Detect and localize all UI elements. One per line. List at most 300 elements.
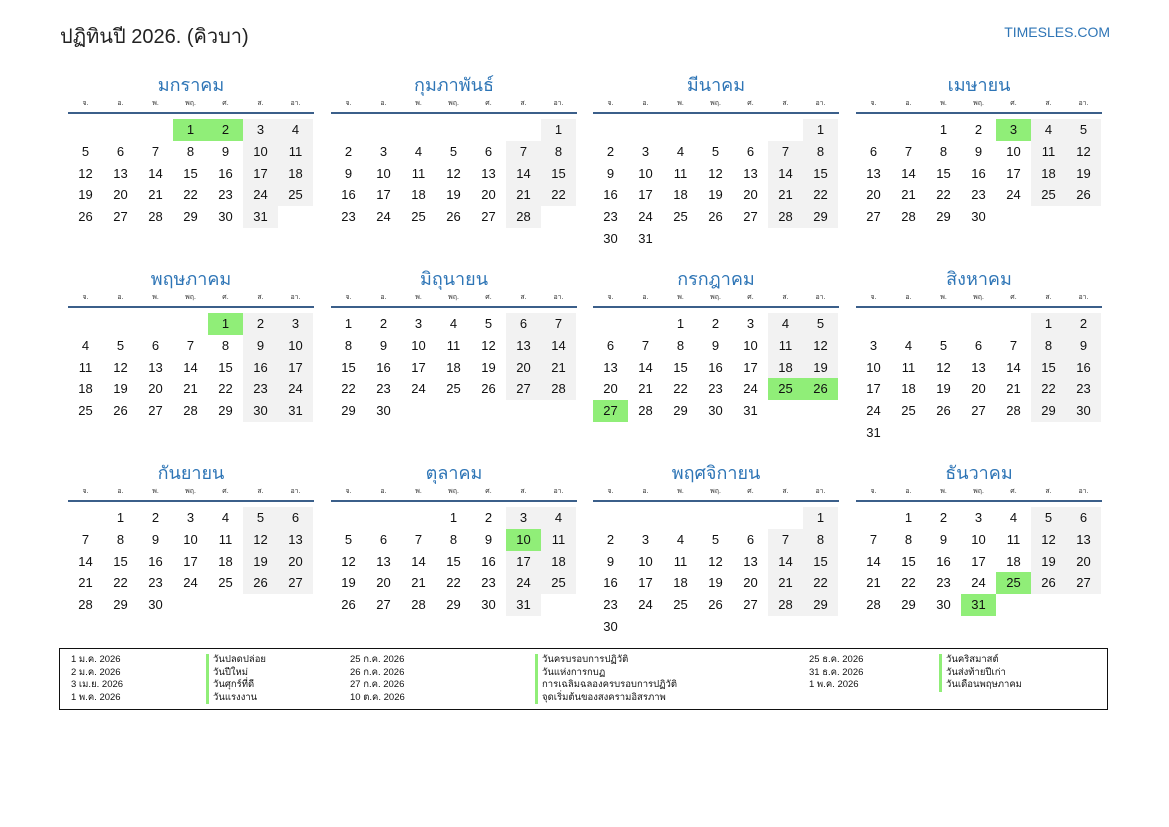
day-cell[interactable]: 3 bbox=[379, 143, 388, 159]
day-cell[interactable]: 15 bbox=[901, 553, 916, 569]
day-cell[interactable]: 10 bbox=[243, 141, 278, 163]
day-cell[interactable]: 12 bbox=[341, 553, 356, 569]
day-cell[interactable]: 15 bbox=[936, 165, 951, 181]
day-cell[interactable]: 14 bbox=[148, 165, 163, 181]
day-cell[interactable]: 26 bbox=[1066, 184, 1101, 206]
day-cell[interactable]: 11 bbox=[673, 553, 688, 569]
day-cell[interactable]: 3 bbox=[186, 510, 195, 525]
day-cell[interactable]: 28 bbox=[78, 597, 93, 613]
day-cell[interactable]: 2 bbox=[606, 143, 615, 159]
day-cell[interactable]: 5 bbox=[939, 337, 948, 353]
day-cell[interactable]: 15 bbox=[1031, 357, 1066, 379]
day-cell[interactable]: 9 bbox=[939, 531, 948, 547]
day-cell[interactable]: 14 bbox=[638, 359, 653, 375]
day-cell[interactable]: 25 bbox=[446, 381, 461, 397]
day-cell[interactable]: 21 bbox=[411, 575, 426, 591]
day-cell[interactable]: 9 bbox=[606, 165, 615, 181]
day-cell[interactable]: 10 bbox=[411, 337, 426, 353]
day-cell[interactable]: 28 bbox=[148, 209, 163, 225]
day-cell[interactable]: 18 bbox=[411, 187, 426, 203]
day-cell[interactable]: 25 bbox=[673, 597, 688, 613]
day-cell[interactable]: 28 bbox=[768, 594, 803, 616]
day-cell[interactable]: 12 bbox=[803, 335, 838, 357]
day-cell[interactable]: 22 bbox=[113, 575, 128, 591]
day-cell[interactable]: 31 bbox=[638, 230, 653, 246]
day-cell[interactable]: 26 bbox=[341, 597, 356, 613]
day-cell[interactable]: 7 bbox=[541, 313, 576, 335]
day-cell[interactable]: 24 bbox=[243, 184, 278, 206]
day-cell[interactable]: 16 bbox=[708, 359, 723, 375]
day-cell[interactable]: 9 bbox=[221, 143, 230, 159]
day-cell[interactable]: 30 bbox=[1066, 400, 1101, 422]
day-cell[interactable]: 13 bbox=[278, 529, 313, 551]
day-cell[interactable]: 5 bbox=[711, 143, 720, 159]
day-cell[interactable]: 5 bbox=[1066, 119, 1101, 141]
day-cell[interactable]: 9 bbox=[344, 165, 353, 181]
day-cell[interactable]: 16 bbox=[341, 187, 356, 203]
holiday-day-cell[interactable]: 25 bbox=[768, 378, 803, 400]
day-cell[interactable]: 1 bbox=[803, 507, 838, 529]
day-cell[interactable]: 19 bbox=[446, 187, 461, 203]
day-cell[interactable]: 29 bbox=[113, 597, 128, 613]
day-cell[interactable]: 30 bbox=[603, 230, 618, 246]
day-cell[interactable]: 22 bbox=[1031, 378, 1066, 400]
day-cell[interactable]: 4 bbox=[676, 531, 685, 547]
day-cell[interactable]: 7 bbox=[768, 141, 803, 163]
day-cell[interactable]: 11 bbox=[673, 165, 688, 181]
day-cell[interactable]: 2 bbox=[606, 531, 615, 547]
day-cell[interactable]: 8 bbox=[186, 143, 195, 159]
day-cell[interactable]: 17 bbox=[278, 357, 313, 379]
day-cell[interactable]: 8 bbox=[803, 529, 838, 551]
holiday-day-cell[interactable]: 26 bbox=[803, 378, 838, 400]
day-cell[interactable]: 13 bbox=[971, 359, 986, 375]
day-cell[interactable]: 12 bbox=[78, 165, 93, 181]
day-cell[interactable]: 15 bbox=[113, 553, 128, 569]
day-cell[interactable]: 9 bbox=[1066, 335, 1101, 357]
day-cell[interactable]: 23 bbox=[376, 381, 391, 397]
day-cell[interactable]: 6 bbox=[484, 143, 493, 159]
holiday-day-cell[interactable]: 1 bbox=[173, 119, 208, 141]
day-cell[interactable]: 2 bbox=[711, 316, 720, 331]
day-cell[interactable]: 28 bbox=[411, 597, 426, 613]
day-cell[interactable]: 20 bbox=[971, 381, 986, 397]
day-cell[interactable]: 26 bbox=[481, 381, 496, 397]
day-cell[interactable]: 8 bbox=[221, 337, 230, 353]
day-cell[interactable]: 6 bbox=[1066, 507, 1101, 529]
day-cell[interactable]: 19 bbox=[341, 575, 356, 591]
day-cell[interactable]: 1 bbox=[344, 316, 353, 331]
day-cell[interactable]: 28 bbox=[638, 403, 653, 419]
day-cell[interactable]: 17 bbox=[638, 575, 653, 591]
day-cell[interactable]: 19 bbox=[113, 381, 128, 397]
day-cell[interactable]: 27 bbox=[1066, 572, 1101, 594]
day-cell[interactable]: 25 bbox=[673, 209, 688, 225]
day-cell[interactable]: 19 bbox=[1066, 163, 1101, 185]
day-cell[interactable]: 14 bbox=[866, 553, 881, 569]
day-cell[interactable]: 18 bbox=[901, 381, 916, 397]
day-cell[interactable]: 25 bbox=[278, 184, 313, 206]
day-cell[interactable]: 3 bbox=[974, 510, 983, 525]
day-cell[interactable]: 5 bbox=[344, 531, 353, 547]
day-cell[interactable]: 21 bbox=[1006, 381, 1021, 397]
day-cell[interactable]: 4 bbox=[676, 143, 685, 159]
day-cell[interactable]: 17 bbox=[506, 551, 541, 573]
day-cell[interactable]: 20 bbox=[113, 187, 128, 203]
day-cell[interactable]: 22 bbox=[803, 572, 838, 594]
day-cell[interactable]: 22 bbox=[936, 187, 951, 203]
day-cell[interactable]: 20 bbox=[866, 187, 881, 203]
day-cell[interactable]: 15 bbox=[183, 165, 198, 181]
day-cell[interactable]: 29 bbox=[901, 597, 916, 613]
day-cell[interactable]: 11 bbox=[411, 165, 426, 181]
day-cell[interactable]: 9 bbox=[243, 335, 278, 357]
day-cell[interactable]: 23 bbox=[971, 187, 986, 203]
day-cell[interactable]: 16 bbox=[936, 553, 951, 569]
day-cell[interactable]: 23 bbox=[936, 575, 951, 591]
holiday-day-cell[interactable]: 10 bbox=[506, 529, 541, 551]
day-cell[interactable]: 5 bbox=[803, 313, 838, 335]
day-cell[interactable]: 11 bbox=[218, 531, 233, 547]
day-cell[interactable]: 21 bbox=[901, 187, 916, 203]
day-cell[interactable]: 8 bbox=[803, 141, 838, 163]
day-cell[interactable]: 21 bbox=[638, 381, 653, 397]
day-cell[interactable]: 14 bbox=[411, 553, 426, 569]
day-cell[interactable]: 31 bbox=[506, 594, 541, 616]
day-cell[interactable]: 25 bbox=[541, 572, 576, 594]
day-cell[interactable]: 11 bbox=[901, 359, 916, 375]
day-cell[interactable]: 30 bbox=[148, 597, 163, 613]
day-cell[interactable]: 13 bbox=[481, 165, 496, 181]
day-cell[interactable]: 22 bbox=[183, 187, 198, 203]
day-cell[interactable]: 12 bbox=[708, 165, 723, 181]
day-cell[interactable]: 8 bbox=[541, 141, 576, 163]
day-cell[interactable]: 7 bbox=[641, 337, 650, 353]
day-cell[interactable]: 12 bbox=[708, 553, 723, 569]
day-cell[interactable]: 26 bbox=[936, 403, 951, 419]
day-cell[interactable]: 12 bbox=[113, 359, 128, 375]
day-cell[interactable]: 27 bbox=[743, 209, 758, 225]
day-cell[interactable]: 6 bbox=[151, 337, 160, 353]
day-cell[interactable]: 3 bbox=[641, 531, 650, 547]
day-cell[interactable]: 13 bbox=[743, 165, 758, 181]
day-cell[interactable]: 13 bbox=[866, 165, 881, 181]
holiday-day-cell[interactable]: 2 bbox=[208, 119, 243, 141]
holiday-day-cell[interactable]: 25 bbox=[996, 572, 1031, 594]
day-cell[interactable]: 15 bbox=[673, 359, 688, 375]
day-cell[interactable]: 11 bbox=[541, 529, 576, 551]
day-cell[interactable]: 12 bbox=[243, 529, 278, 551]
day-cell[interactable]: 11 bbox=[78, 359, 93, 375]
day-cell[interactable]: 19 bbox=[78, 187, 93, 203]
day-cell[interactable]: 5 bbox=[243, 507, 278, 529]
day-cell[interactable]: 4 bbox=[768, 313, 803, 335]
day-cell[interactable]: 6 bbox=[746, 143, 755, 159]
day-cell[interactable]: 4 bbox=[81, 337, 90, 353]
day-cell[interactable]: 5 bbox=[1031, 507, 1066, 529]
holiday-day-cell[interactable]: 1 bbox=[208, 313, 243, 335]
day-cell[interactable]: 4 bbox=[278, 119, 313, 141]
day-cell[interactable]: 18 bbox=[541, 551, 576, 573]
day-cell[interactable]: 3 bbox=[641, 143, 650, 159]
day-cell[interactable]: 2 bbox=[379, 316, 388, 331]
day-cell[interactable]: 30 bbox=[218, 209, 233, 225]
day-cell[interactable]: 9 bbox=[379, 337, 388, 353]
day-cell[interactable]: 24 bbox=[638, 209, 653, 225]
day-cell[interactable]: 12 bbox=[446, 165, 461, 181]
day-cell[interactable]: 15 bbox=[541, 163, 576, 185]
day-cell[interactable]: 20 bbox=[481, 187, 496, 203]
day-cell[interactable]: 17 bbox=[866, 381, 881, 397]
day-cell[interactable]: 12 bbox=[1031, 529, 1066, 551]
day-cell[interactable]: 11 bbox=[446, 337, 461, 353]
day-cell[interactable]: 7 bbox=[768, 529, 803, 551]
day-cell[interactable]: 22 bbox=[218, 381, 233, 397]
day-cell[interactable]: 18 bbox=[218, 553, 233, 569]
day-cell[interactable]: 7 bbox=[81, 531, 90, 547]
day-cell[interactable]: 17 bbox=[411, 359, 426, 375]
day-cell[interactable]: 22 bbox=[446, 575, 461, 591]
day-cell[interactable]: 27 bbox=[743, 597, 758, 613]
day-cell[interactable]: 28 bbox=[768, 206, 803, 228]
day-cell[interactable]: 21 bbox=[768, 184, 803, 206]
day-cell[interactable]: 2 bbox=[484, 510, 493, 525]
day-cell[interactable]: 22 bbox=[673, 381, 688, 397]
day-cell[interactable]: 15 bbox=[341, 359, 356, 375]
day-cell[interactable]: 14 bbox=[1006, 359, 1021, 375]
day-cell[interactable]: 2 bbox=[1066, 313, 1101, 335]
day-cell[interactable]: 23 bbox=[481, 575, 496, 591]
day-cell[interactable]: 19 bbox=[803, 357, 838, 379]
day-cell[interactable]: 10 bbox=[638, 553, 653, 569]
day-cell[interactable]: 23 bbox=[148, 575, 163, 591]
day-cell[interactable]: 26 bbox=[113, 403, 128, 419]
day-cell[interactable]: 15 bbox=[803, 551, 838, 573]
day-cell[interactable]: 25 bbox=[1031, 184, 1066, 206]
day-cell[interactable]: 16 bbox=[481, 553, 496, 569]
day-cell[interactable]: 29 bbox=[1031, 400, 1066, 422]
day-cell[interactable]: 10 bbox=[743, 337, 758, 353]
day-cell[interactable]: 20 bbox=[603, 381, 618, 397]
day-cell[interactable]: 5 bbox=[449, 143, 458, 159]
day-cell[interactable]: 14 bbox=[541, 335, 576, 357]
day-cell[interactable]: 1 bbox=[1031, 313, 1066, 335]
day-cell[interactable]: 17 bbox=[743, 359, 758, 375]
day-cell[interactable]: 6 bbox=[379, 531, 388, 547]
day-cell[interactable]: 30 bbox=[376, 403, 391, 419]
day-cell[interactable]: 6 bbox=[974, 337, 983, 353]
day-cell[interactable]: 18 bbox=[673, 575, 688, 591]
day-cell[interactable]: 3 bbox=[414, 316, 423, 331]
day-cell[interactable]: 29 bbox=[183, 209, 198, 225]
day-cell[interactable]: 30 bbox=[708, 403, 723, 419]
day-cell[interactable]: 12 bbox=[1066, 141, 1101, 163]
day-cell[interactable]: 6 bbox=[869, 143, 878, 159]
day-cell[interactable]: 31 bbox=[243, 206, 278, 228]
day-cell[interactable]: 18 bbox=[1006, 553, 1021, 569]
day-cell[interactable]: 7 bbox=[151, 143, 160, 159]
day-cell[interactable]: 23 bbox=[603, 597, 618, 613]
day-cell[interactable]: 5 bbox=[81, 143, 90, 159]
day-cell[interactable]: 16 bbox=[243, 357, 278, 379]
holiday-day-cell[interactable]: 3 bbox=[996, 119, 1031, 141]
day-cell[interactable]: 10 bbox=[866, 359, 881, 375]
day-cell[interactable]: 16 bbox=[603, 187, 618, 203]
day-cell[interactable]: 14 bbox=[506, 163, 541, 185]
day-cell[interactable]: 17 bbox=[638, 187, 653, 203]
day-cell[interactable]: 25 bbox=[411, 209, 426, 225]
day-cell[interactable]: 28 bbox=[866, 597, 881, 613]
day-cell[interactable]: 29 bbox=[341, 403, 356, 419]
day-cell[interactable]: 23 bbox=[708, 381, 723, 397]
day-cell[interactable]: 20 bbox=[376, 575, 391, 591]
day-cell[interactable]: 13 bbox=[376, 553, 391, 569]
day-cell[interactable]: 14 bbox=[78, 553, 93, 569]
day-cell[interactable]: 21 bbox=[768, 572, 803, 594]
day-cell[interactable]: 30 bbox=[936, 597, 951, 613]
day-cell[interactable]: 19 bbox=[708, 187, 723, 203]
day-cell[interactable]: 30 bbox=[481, 597, 496, 613]
day-cell[interactable]: 23 bbox=[1066, 378, 1101, 400]
day-cell[interactable]: 11 bbox=[278, 141, 313, 163]
day-cell[interactable]: 6 bbox=[116, 143, 125, 159]
day-cell[interactable]: 26 bbox=[446, 209, 461, 225]
day-cell[interactable]: 24 bbox=[743, 381, 758, 397]
day-cell[interactable]: 9 bbox=[711, 337, 720, 353]
day-cell[interactable]: 23 bbox=[341, 209, 356, 225]
day-cell[interactable]: 16 bbox=[1066, 357, 1101, 379]
day-cell[interactable]: 1 bbox=[449, 510, 458, 525]
day-cell[interactable]: 17 bbox=[183, 553, 198, 569]
day-cell[interactable]: 9 bbox=[974, 143, 983, 159]
holiday-day-cell[interactable]: 31 bbox=[961, 594, 996, 616]
day-cell[interactable]: 23 bbox=[243, 378, 278, 400]
day-cell[interactable]: 18 bbox=[278, 163, 313, 185]
day-cell[interactable]: 17 bbox=[376, 187, 391, 203]
day-cell[interactable]: 2 bbox=[939, 510, 948, 525]
day-cell[interactable]: 21 bbox=[183, 381, 198, 397]
day-cell[interactable]: 19 bbox=[708, 575, 723, 591]
day-cell[interactable]: 27 bbox=[148, 403, 163, 419]
day-cell[interactable]: 24 bbox=[278, 378, 313, 400]
day-cell[interactable]: 8 bbox=[116, 531, 125, 547]
day-cell[interactable]: 4 bbox=[541, 507, 576, 529]
day-cell[interactable]: 3 bbox=[746, 316, 755, 331]
day-cell[interactable]: 31 bbox=[866, 424, 881, 440]
day-cell[interactable]: 16 bbox=[148, 553, 163, 569]
day-cell[interactable]: 24 bbox=[506, 572, 541, 594]
day-cell[interactable]: 4 bbox=[449, 316, 458, 331]
day-cell[interactable]: 29 bbox=[803, 594, 838, 616]
day-cell[interactable]: 25 bbox=[218, 575, 233, 591]
day-cell[interactable]: 18 bbox=[673, 187, 688, 203]
day-cell[interactable]: 10 bbox=[1006, 143, 1021, 159]
day-cell[interactable]: 21 bbox=[541, 357, 576, 379]
day-cell[interactable]: 8 bbox=[344, 337, 353, 353]
day-cell[interactable]: 22 bbox=[803, 184, 838, 206]
day-cell[interactable]: 24 bbox=[376, 209, 391, 225]
day-cell[interactable]: 24 bbox=[1006, 187, 1021, 203]
day-cell[interactable]: 19 bbox=[243, 551, 278, 573]
day-cell[interactable]: 12 bbox=[936, 359, 951, 375]
day-cell[interactable]: 4 bbox=[904, 337, 913, 353]
day-cell[interactable]: 17 bbox=[971, 553, 986, 569]
day-cell[interactable]: 19 bbox=[1031, 551, 1066, 573]
day-cell[interactable]: 10 bbox=[638, 165, 653, 181]
day-cell[interactable]: 28 bbox=[506, 206, 541, 228]
day-cell[interactable]: 26 bbox=[78, 209, 93, 225]
day-cell[interactable]: 10 bbox=[183, 531, 198, 547]
day-cell[interactable]: 21 bbox=[148, 187, 163, 203]
day-cell[interactable]: 29 bbox=[936, 209, 951, 225]
day-cell[interactable]: 27 bbox=[376, 597, 391, 613]
day-cell[interactable]: 6 bbox=[506, 313, 541, 335]
day-cell[interactable]: 26 bbox=[708, 209, 723, 225]
day-cell[interactable]: 30 bbox=[971, 209, 986, 225]
day-cell[interactable]: 7 bbox=[869, 531, 878, 547]
day-cell[interactable]: 15 bbox=[803, 163, 838, 185]
day-cell[interactable]: 3 bbox=[243, 119, 278, 141]
day-cell[interactable]: 3 bbox=[506, 507, 541, 529]
day-cell[interactable]: 22 bbox=[341, 381, 356, 397]
day-cell[interactable]: 4 bbox=[1009, 510, 1018, 525]
day-cell[interactable]: 3 bbox=[869, 337, 878, 353]
day-cell[interactable]: 7 bbox=[904, 143, 913, 159]
day-cell[interactable]: 2 bbox=[344, 143, 353, 159]
day-cell[interactable]: 1 bbox=[541, 119, 576, 141]
day-cell[interactable]: 24 bbox=[866, 403, 881, 419]
day-cell[interactable]: 29 bbox=[673, 403, 688, 419]
day-cell[interactable]: 4 bbox=[414, 143, 423, 159]
site-link[interactable]: TIMESLES.COM bbox=[1004, 24, 1110, 40]
day-cell[interactable]: 22 bbox=[541, 184, 576, 206]
day-cell[interactable]: 29 bbox=[446, 597, 461, 613]
day-cell[interactable]: 17 bbox=[243, 163, 278, 185]
day-cell[interactable]: 30 bbox=[603, 618, 618, 634]
day-cell[interactable]: 18 bbox=[1031, 163, 1066, 185]
day-cell[interactable]: 19 bbox=[481, 359, 496, 375]
day-cell[interactable]: 27 bbox=[506, 378, 541, 400]
day-cell[interactable]: 27 bbox=[971, 403, 986, 419]
day-cell[interactable]: 17 bbox=[1006, 165, 1021, 181]
day-cell[interactable]: 24 bbox=[411, 381, 426, 397]
day-cell[interactable]: 18 bbox=[768, 357, 803, 379]
holiday-day-cell[interactable]: 27 bbox=[593, 400, 628, 422]
day-cell[interactable]: 3 bbox=[278, 313, 313, 335]
day-cell[interactable]: 10 bbox=[376, 165, 391, 181]
day-cell[interactable]: 28 bbox=[541, 378, 576, 400]
day-cell[interactable]: 8 bbox=[1031, 335, 1066, 357]
day-cell[interactable]: 29 bbox=[803, 206, 838, 228]
day-cell[interactable]: 6 bbox=[278, 507, 313, 529]
day-cell[interactable]: 25 bbox=[78, 403, 93, 419]
day-cell[interactable]: 14 bbox=[768, 163, 803, 185]
day-cell[interactable]: 23 bbox=[218, 187, 233, 203]
day-cell[interactable]: 11 bbox=[1006, 531, 1021, 547]
day-cell[interactable]: 9 bbox=[606, 553, 615, 569]
day-cell[interactable]: 1 bbox=[803, 119, 838, 141]
day-cell[interactable]: 20 bbox=[148, 381, 163, 397]
day-cell[interactable]: 16 bbox=[603, 575, 618, 591]
day-cell[interactable]: 13 bbox=[113, 165, 128, 181]
day-cell[interactable]: 13 bbox=[148, 359, 163, 375]
day-cell[interactable]: 20 bbox=[743, 575, 758, 591]
day-cell[interactable]: 27 bbox=[481, 209, 496, 225]
day-cell[interactable]: 4 bbox=[1031, 119, 1066, 141]
day-cell[interactable]: 6 bbox=[746, 531, 755, 547]
day-cell[interactable]: 20 bbox=[743, 187, 758, 203]
day-cell[interactable]: 8 bbox=[449, 531, 458, 547]
